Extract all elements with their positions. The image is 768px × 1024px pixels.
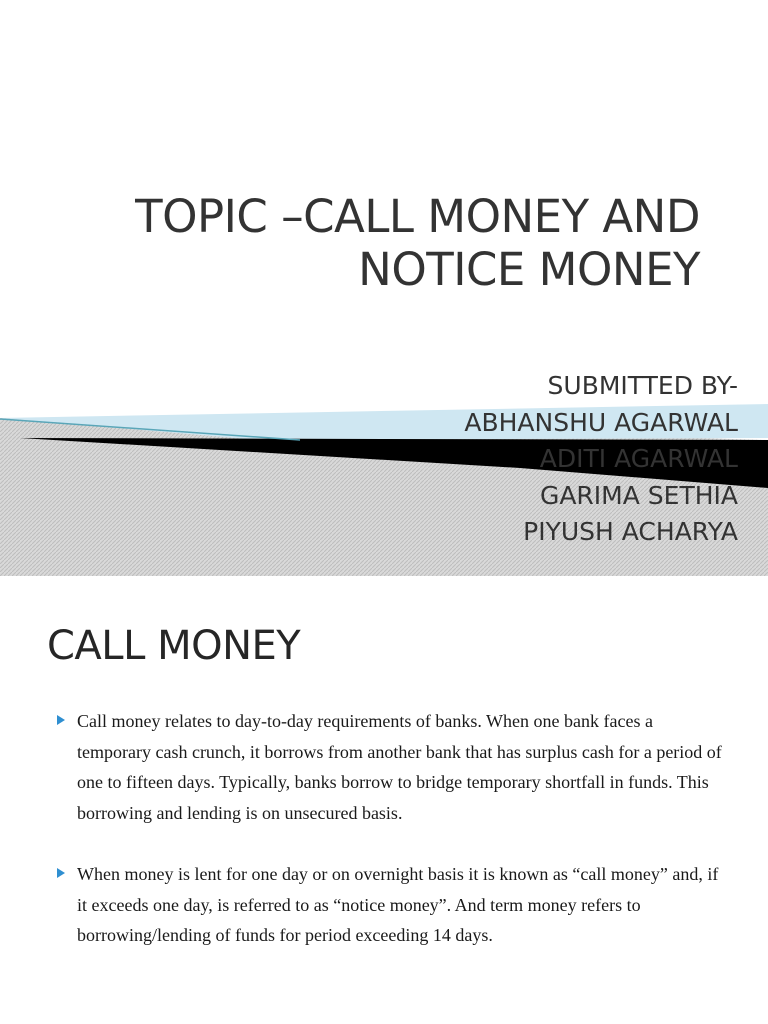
- bullet-arrow-icon: [57, 715, 65, 725]
- bullet-item: [0, 706, 768, 828]
- member-name: GARIMA SETHIA: [539, 480, 738, 510]
- bullet-text: When money is lent for one day or on overnight basis it is known as “call money” and, if it exceeds one day, is referred to as “notice money”. And term money refers to borrowing/lending of funds for period exceeding 14 days.: [77, 864, 719, 945]
- bullet-list: [0, 706, 768, 951]
- slide-title: [60, 190, 700, 296]
- title-line-2: NOTICE MONEY: [358, 243, 700, 296]
- title-line-1: TOPIC –CALL MONEY AND: [135, 190, 700, 243]
- submitters-block: [318, 368, 738, 551]
- submitted-by-label: SUBMITTED BY-: [547, 371, 738, 400]
- member-name: ABHANSHU AGARWAL: [464, 407, 738, 437]
- member-name: ADITI AGARWAL: [539, 444, 738, 473]
- member-name: PIYUSH ACHARYA: [523, 517, 738, 546]
- bullet-arrow-icon: [57, 868, 65, 878]
- bullet-text: Call money relates to day-to-day requirements of banks. When one bank faces a temporary cash crunch, it borrows from another bank that has surplus cash for a period of one to fifteen days. Typically, banks borrow to bridge temporary shortfall in funds. This borrowing and lending is on unsecured basis.: [77, 711, 722, 823]
- content-slide: [0, 576, 768, 1024]
- bullet-item: [0, 859, 768, 951]
- slide-heading: CALL MONEY: [47, 623, 301, 669]
